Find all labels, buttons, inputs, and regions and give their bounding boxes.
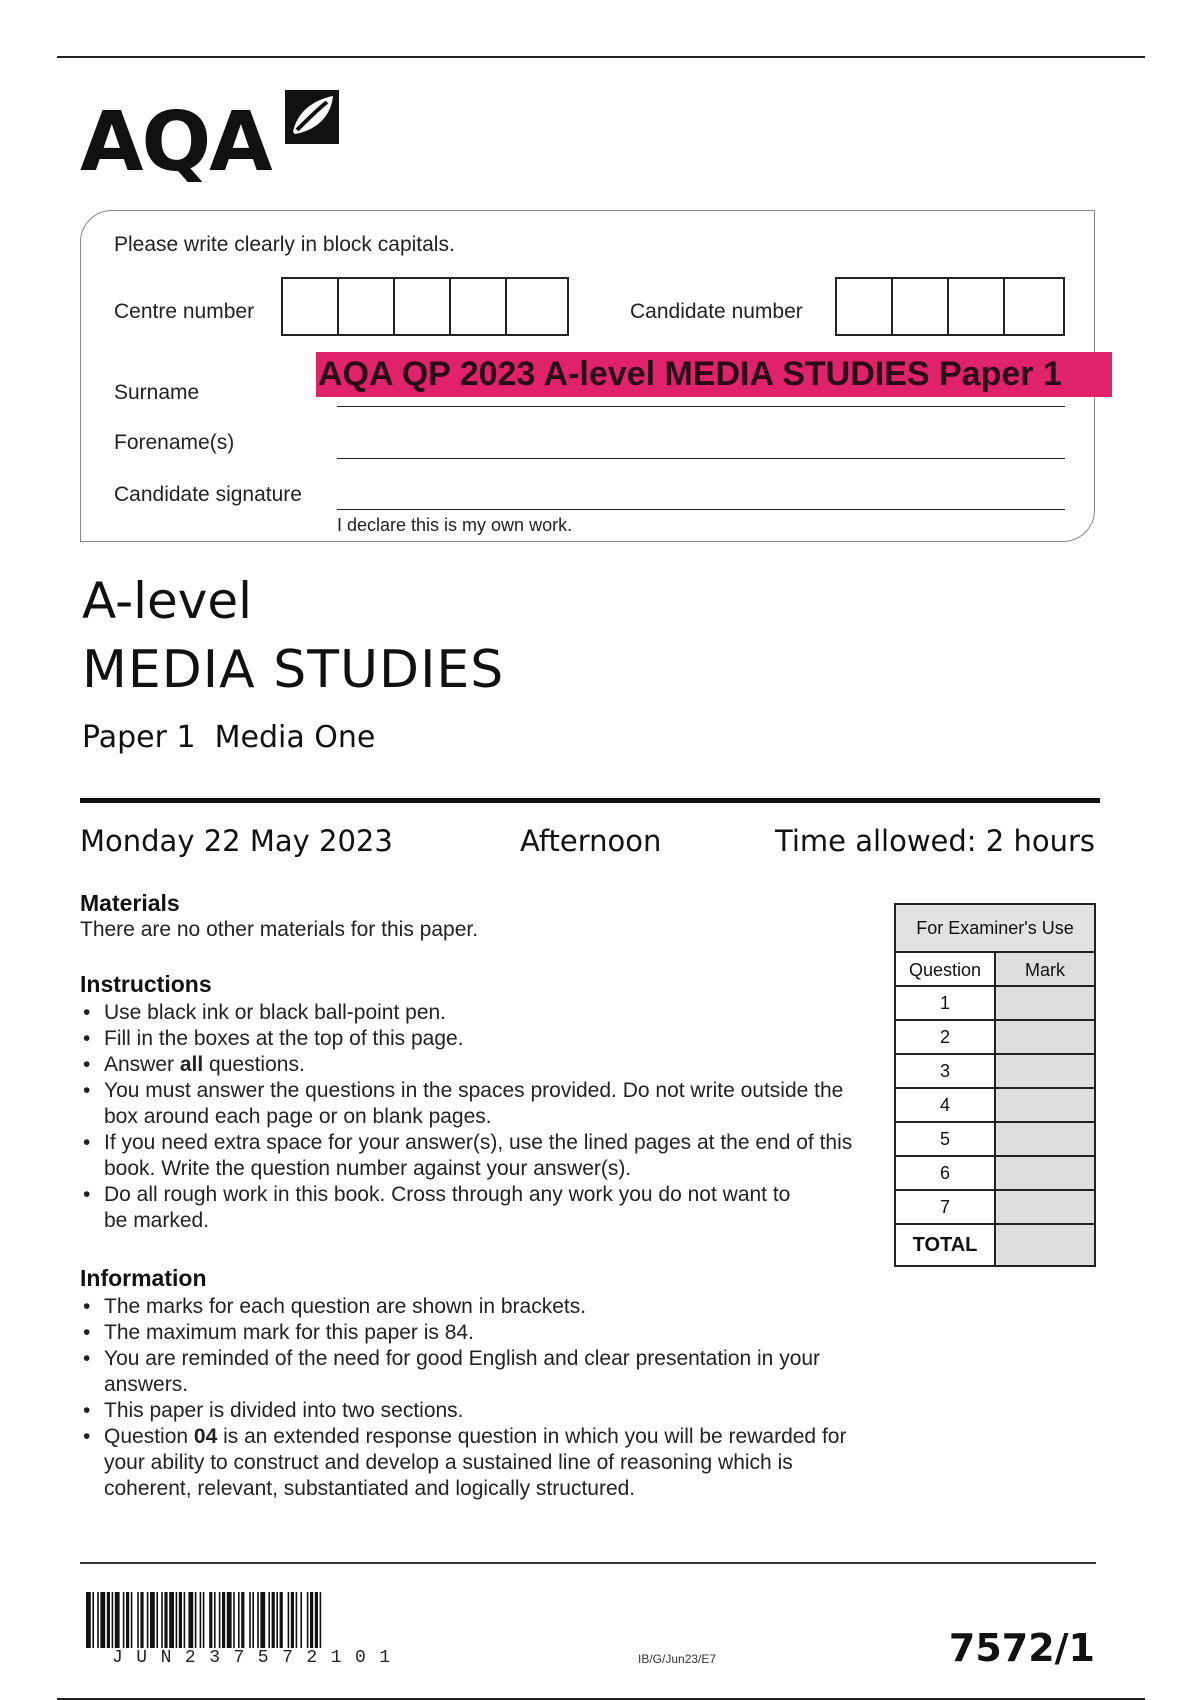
examiner-table-title: For Examiner's Use [896, 905, 1094, 953]
signature-label: Candidate signature [114, 483, 302, 506]
paper-code: 7572/1 [948, 1626, 1095, 1670]
candidate-digit-box[interactable] [837, 279, 893, 334]
centre-digit-box[interactable] [283, 279, 339, 334]
barcode-bar [276, 1592, 278, 1648]
paper-reference: IB/G/Jun23/E7 [638, 1652, 717, 1666]
list-item: • Question 04 is an extended response question in which you will be rewarded for your ability to construct and develop a sustained line of reasoning which is coherent, relevant, substantiated and logically structured. [80, 1424, 880, 1502]
list-item: • Answer all questions. [80, 1052, 870, 1078]
mark-cell [996, 1089, 1094, 1121]
barcode-bar [288, 1592, 290, 1648]
centre-digit-box[interactable] [507, 279, 563, 334]
time-allowed: Time allowed: 2 hours [775, 824, 1095, 858]
barcode-bar [252, 1592, 254, 1648]
table-row [896, 1225, 1094, 1265]
exam-session: Afternoon [520, 824, 662, 858]
barcode-bar [257, 1592, 259, 1648]
table-row [896, 953, 1094, 987]
barcode-bar [233, 1592, 235, 1648]
barcode-bar [97, 1592, 99, 1648]
question-number: 4 [896, 1089, 996, 1121]
barcode-bar [320, 1592, 322, 1648]
question-column-header: Question [896, 953, 996, 985]
question-number: 3 [896, 1055, 996, 1087]
mark-cell [996, 1021, 1094, 1053]
barcode-bar [222, 1592, 225, 1648]
barcode-bar [291, 1592, 294, 1648]
barcode-bar [140, 1592, 143, 1648]
table-row [896, 1021, 1094, 1055]
signature-field[interactable] [337, 509, 1065, 510]
barcode-bar [260, 1592, 265, 1648]
barcode-bar [176, 1592, 178, 1648]
examiner-use-table [894, 903, 1096, 1267]
table-row [896, 1089, 1094, 1123]
barcode-bar [115, 1592, 120, 1648]
barcode-bar [188, 1592, 193, 1648]
barcode-bar [315, 1592, 318, 1648]
barcode-bar [169, 1592, 174, 1648]
barcode-bar [156, 1592, 158, 1648]
information-heading: Information [80, 1265, 207, 1291]
question-number: 1 [896, 987, 996, 1019]
barcode-bar [161, 1592, 163, 1648]
barcode-bar [214, 1592, 216, 1648]
barcode-bar [126, 1592, 129, 1648]
barcode-bar [107, 1592, 110, 1648]
table-row [896, 987, 1094, 1021]
barcode-bar [92, 1592, 94, 1648]
materials-text: There are no other materials for this paper. [80, 918, 479, 941]
list-item: • Fill in the boxes at the top of this page. [80, 1026, 870, 1052]
barcode-bar [272, 1592, 275, 1648]
question-number: 7 [896, 1191, 996, 1223]
question-number: 6 [896, 1157, 996, 1189]
barcode-bar [241, 1592, 244, 1648]
barcode-bar [280, 1592, 283, 1648]
candidate-digit-box[interactable] [949, 279, 1005, 334]
paper-title: Paper 1 Media One [82, 720, 376, 755]
barcode-bar [179, 1592, 182, 1648]
list-item: • If you need extra space for your answer(s), use the lined pages at the end of this book. Write the question number against your answer(s). [80, 1130, 870, 1182]
qualification-title: A-level [82, 572, 253, 630]
list-item: • Do all rough work in this book. Cross through any work you do not want to be marked. [80, 1182, 870, 1234]
total-mark-cell [996, 1225, 1094, 1265]
table-row [896, 1055, 1094, 1089]
barcode-bar [123, 1592, 125, 1648]
question-number: 5 [896, 1123, 996, 1155]
barcode-bar [184, 1592, 186, 1648]
materials-heading: Materials [80, 890, 180, 916]
candidate-digit-box[interactable] [893, 279, 949, 334]
barcode-digits: JUN237572101 [112, 1648, 404, 1668]
barcode-bar [209, 1592, 212, 1648]
barcode [86, 1592, 470, 1648]
centre-number-boxes[interactable] [281, 277, 569, 336]
barcode-bar [219, 1592, 221, 1648]
block-capitals-instruction: Please write clearly in block capitals. [114, 233, 455, 256]
barcode-bar [310, 1592, 313, 1648]
barcode-bar [195, 1592, 197, 1648]
forenames-field[interactable] [337, 458, 1065, 459]
surname-field[interactable] [337, 406, 1065, 407]
mark-cell [996, 1055, 1094, 1087]
barcode-bar [131, 1592, 133, 1648]
forenames-label: Forename(s) [114, 431, 235, 454]
centre-digit-box[interactable] [339, 279, 395, 334]
footer-rule [80, 1562, 1096, 1564]
list-item: • Use black ink or black ball-point pen. [80, 1000, 870, 1026]
barcode-bar [296, 1592, 298, 1648]
barcode-bar [200, 1592, 202, 1648]
watermark-banner: AQA QP 2023 A-level MEDIA STUDIES Paper 1 [316, 352, 1112, 397]
candidate-digit-box[interactable] [1005, 279, 1061, 334]
barcode-bar [307, 1592, 309, 1648]
top-rule [57, 56, 1145, 58]
aqa-logo-text: AQA [80, 95, 271, 190]
exam-date: Monday 22 May 2023 [80, 824, 393, 858]
surname-label: Surname [114, 381, 200, 404]
list-item: • This paper is divided into two sections. [80, 1398, 880, 1424]
table-row [896, 1157, 1094, 1191]
barcode-bar [268, 1592, 270, 1648]
aqa-logo [80, 88, 350, 188]
centre-digit-box[interactable] [395, 279, 451, 334]
aqa-leaf-icon [283, 88, 341, 146]
list-item: • You must answer the questions in the spaces provided. Do not write outside the box around each page or on blank pages. [80, 1078, 870, 1130]
barcode-bar [300, 1592, 302, 1648]
mark-column-header: Mark [996, 953, 1094, 985]
barcode-bar [86, 1592, 91, 1648]
barcode-bar [203, 1592, 205, 1648]
question-number: 2 [896, 1021, 996, 1053]
centre-digit-box[interactable] [451, 279, 507, 334]
instructions-heading: Instructions [80, 971, 212, 997]
table-row [896, 1191, 1094, 1225]
information-list [80, 1294, 880, 1502]
barcode-bar [147, 1592, 149, 1648]
instructions-list [80, 1000, 870, 1234]
list-item: • You are reminded of the need for good English and clear presentation in your answers. [80, 1346, 880, 1398]
barcode-bar [137, 1592, 139, 1648]
declaration-text: I declare this is my own work. [337, 515, 573, 535]
candidate-number-boxes[interactable] [835, 277, 1065, 336]
subject-title: MEDIA STUDIES [82, 640, 505, 700]
barcode-bar [164, 1592, 167, 1648]
mark-cell [996, 1191, 1094, 1223]
candidate-number-label: Candidate number [630, 300, 803, 323]
mark-cell [996, 1123, 1094, 1155]
barcode-bar [227, 1592, 232, 1648]
title-divider [80, 798, 1100, 803]
barcode-bar [150, 1592, 155, 1648]
table-row [896, 1123, 1094, 1157]
centre-number-label: Centre number [114, 300, 255, 323]
list-item: • The maximum mark for this paper is 84. [80, 1320, 880, 1346]
barcode-bar [112, 1592, 114, 1648]
mark-cell [996, 987, 1094, 1019]
barcode-bar [249, 1592, 251, 1648]
total-label: TOTAL [896, 1225, 996, 1265]
mark-cell [996, 1157, 1094, 1189]
list-item: • The marks for each question are shown in brackets. [80, 1294, 880, 1320]
barcode-bar [100, 1592, 105, 1648]
barcode-bar [238, 1592, 240, 1648]
